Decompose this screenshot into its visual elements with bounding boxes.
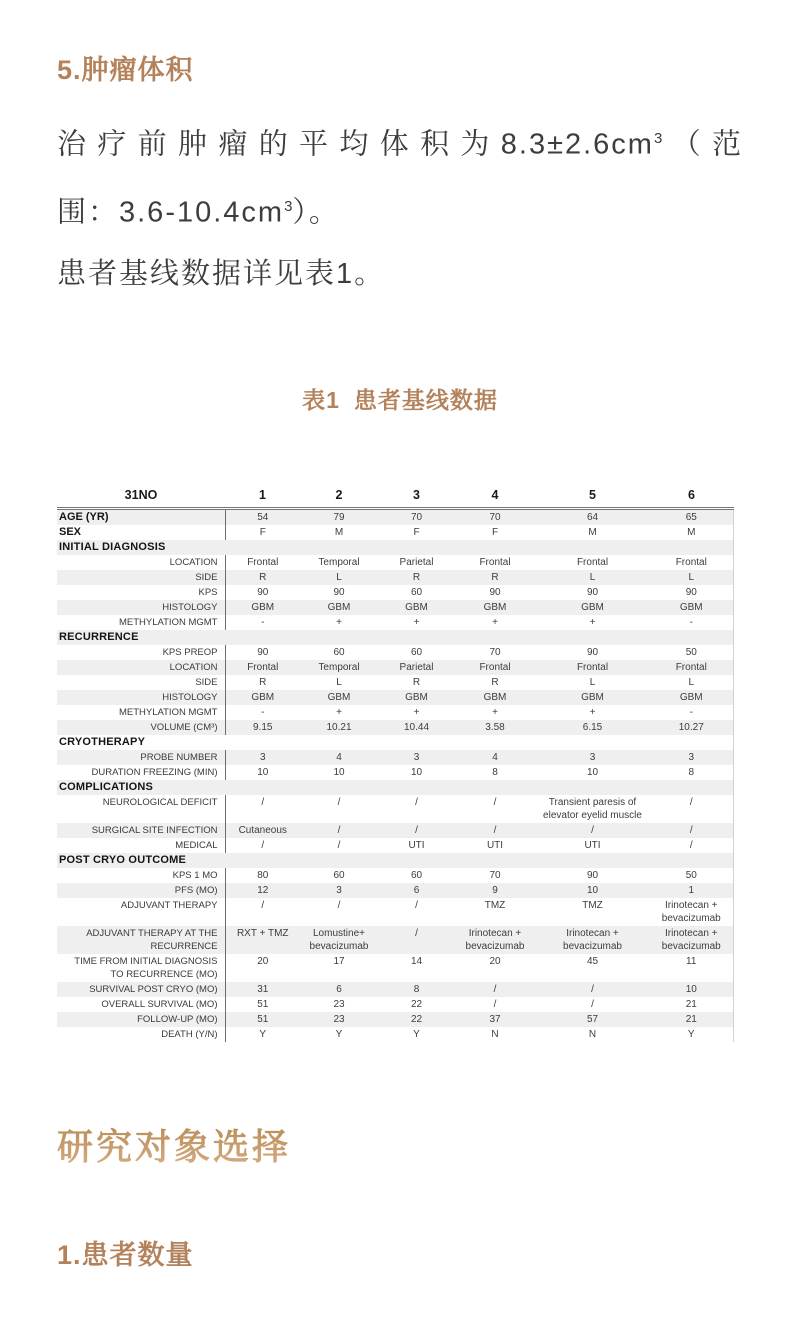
- cell-value: 54: [257, 512, 269, 524]
- cell-value: 11: [650, 954, 733, 982]
- cell-value: Parietal: [399, 557, 434, 569]
- row-label: SIDE: [57, 675, 225, 690]
- cell-value: /: [337, 825, 341, 837]
- cell-value: 23: [333, 1014, 345, 1026]
- cell-value: F: [491, 527, 499, 539]
- cell-value: /: [591, 999, 594, 1011]
- paragraph-text: 治疗前肿瘤的平均体积为8.3±2.6cm: [57, 128, 654, 161]
- row-label: KPS 1 MO: [57, 868, 225, 883]
- cell-value: N: [588, 1029, 597, 1041]
- cell-value: Frontal: [247, 557, 279, 569]
- table-caption-number: 表1: [302, 387, 340, 414]
- cell-value: Frontal: [479, 662, 511, 674]
- cell-value: 10: [586, 767, 599, 779]
- cell-value: /: [337, 840, 341, 852]
- cell-value: Irinotecan + bevacizumab: [650, 898, 733, 926]
- table-row: [57, 690, 733, 705]
- row-label: VOLUME (CM³): [57, 720, 225, 735]
- cell-value: Frontal: [576, 557, 609, 569]
- cell-value: R: [491, 572, 499, 584]
- cell-value: 64: [586, 512, 599, 524]
- cell-value: 50: [650, 645, 733, 660]
- table-row: [57, 795, 733, 823]
- cell-value: 90: [333, 587, 345, 599]
- cell-value: 21: [650, 1012, 733, 1027]
- paragraph-line-1: [57, 108, 743, 176]
- table-row: [57, 555, 733, 570]
- table-row: [57, 570, 733, 585]
- cell-value: Y: [259, 1029, 267, 1041]
- cell-value: 8: [650, 765, 733, 780]
- cell-value: M: [650, 525, 733, 540]
- row-label: ADJUVANT THERAPY AT THE RECURRENCE: [57, 926, 225, 954]
- cell-value: 3: [336, 885, 342, 897]
- paragraph-text: 围：3.6-10.4cm: [57, 196, 285, 229]
- table-row: [57, 600, 733, 615]
- cell-value: /: [337, 797, 341, 809]
- cell-value: 9: [492, 885, 498, 897]
- cell-value: 70: [410, 512, 423, 524]
- cell-value: Lomustine+ bevacizumab: [309, 928, 369, 953]
- row-label: MEDICAL: [57, 838, 225, 853]
- cell-value: /: [493, 999, 497, 1011]
- table-row: [57, 823, 733, 838]
- superscript: 3: [284, 197, 293, 215]
- cell-value: 6: [336, 984, 342, 996]
- cell-value: 60: [410, 870, 423, 882]
- cell-value: 22: [410, 999, 423, 1011]
- paragraph-text: （范: [662, 128, 743, 161]
- cell-value: L: [336, 572, 342, 584]
- table-row: [57, 926, 733, 954]
- table-row: [57, 540, 733, 555]
- section-heading-tumor-volume: 5.肿瘤体积: [57, 55, 194, 85]
- cell-value: /: [591, 825, 594, 837]
- cell-value: 70: [489, 512, 501, 524]
- section-row-label: POST CRYO OUTCOME: [57, 853, 733, 868]
- cell-value: 60: [410, 587, 423, 599]
- row-label: SEX: [57, 525, 225, 540]
- row-label: KPS: [57, 585, 225, 600]
- header-cell-patient: 2: [300, 486, 378, 509]
- cell-value: /: [415, 900, 418, 912]
- cell-value: 65: [650, 509, 733, 526]
- cell-value: Cutaneous: [238, 825, 287, 837]
- row-label: KPS PREOP: [57, 645, 225, 660]
- cell-value: 90: [586, 870, 599, 882]
- baseline-table-body: [57, 509, 733, 1043]
- cell-value: /: [415, 797, 418, 809]
- cell-value: Transient paresis of elevator eyelid muscle: [543, 797, 642, 822]
- section-title-study-subjects: 研究对象选择: [57, 1122, 291, 1172]
- row-label: SURGICAL SITE INFECTION: [57, 823, 225, 838]
- cell-value: -: [650, 705, 733, 720]
- row-label: PFS (MO): [57, 883, 225, 898]
- cell-value: GBM: [251, 602, 275, 614]
- cell-value: 3: [589, 752, 596, 764]
- header-cell-patient: 5: [535, 486, 650, 509]
- cell-value: +: [336, 707, 342, 719]
- cell-value: 4: [336, 752, 342, 764]
- cell-value: GBM: [327, 692, 351, 704]
- header-cell-label: 31NO: [57, 486, 225, 509]
- table-row: [57, 883, 733, 898]
- header-cell-patient: 1: [225, 486, 300, 509]
- cell-value: /: [415, 928, 418, 940]
- cell-value: 12: [257, 885, 269, 897]
- cell-value: 23: [333, 999, 345, 1011]
- row-label: TIME FROM INITIAL DIAGNOSIS TO RECURRENCE (MO): [57, 954, 225, 982]
- section-heading-patient-count: 1.患者数量: [57, 1240, 194, 1271]
- table-row: [57, 853, 733, 868]
- cell-value: 10.44: [403, 722, 430, 734]
- cell-value: 22: [410, 1014, 423, 1026]
- cell-value: 90: [257, 647, 269, 659]
- cell-value: GBM: [581, 692, 604, 704]
- cell-value: 4: [492, 752, 498, 764]
- cell-value: -: [261, 707, 265, 719]
- cell-value: 9.15: [253, 722, 273, 734]
- row-label: DURATION FREEZING (MIN): [57, 765, 225, 780]
- cell-value: 60: [410, 647, 423, 659]
- cell-value: M: [588, 527, 597, 539]
- cell-value: /: [261, 840, 265, 852]
- cell-value: L: [650, 570, 733, 585]
- big-heading-wrap: [57, 1042, 743, 1172]
- row-label: SIDE: [57, 570, 225, 585]
- row-label: HISTOLOGY: [57, 690, 225, 705]
- header-cell-patient: 4: [455, 486, 535, 509]
- table-row: [57, 868, 733, 883]
- cell-value: GBM: [581, 602, 604, 614]
- superscript: 3: [653, 130, 663, 147]
- table-row: [57, 525, 733, 540]
- cell-value: 3: [650, 750, 733, 765]
- cell-value: /: [591, 984, 594, 996]
- header-cell-patient: 3: [378, 486, 455, 509]
- cell-value: 57: [586, 1014, 599, 1026]
- cell-value: /: [493, 825, 497, 837]
- cell-value: Frontal: [479, 557, 511, 569]
- cell-value: 6: [413, 885, 420, 897]
- table-row: [57, 765, 733, 780]
- cell-value: 10: [257, 767, 269, 779]
- cell-value: 3: [413, 752, 420, 764]
- cell-value: /: [493, 797, 497, 809]
- cell-value: UTI: [408, 840, 425, 852]
- row-label: SURVIVAL POST CRYO (MO): [57, 982, 225, 997]
- paragraph-line-3: [57, 243, 743, 305]
- table-row: [57, 705, 733, 720]
- cell-value: /: [650, 823, 733, 838]
- cell-value: 10: [586, 885, 599, 897]
- table-row: [57, 954, 733, 982]
- cell-value: 90: [650, 585, 733, 600]
- section-row-label: RECURRENCE: [57, 630, 733, 645]
- cell-value: GBM: [650, 690, 733, 705]
- cell-value: 14: [410, 956, 423, 968]
- table-row: [57, 509, 733, 526]
- section-row-label: CRYOTHERAPY: [57, 735, 733, 750]
- table-row: [57, 982, 733, 997]
- cell-value: /: [415, 825, 418, 837]
- cell-value: 70: [489, 870, 501, 882]
- row-label: FOLLOW-UP (MO): [57, 1012, 225, 1027]
- cell-value: 1: [650, 883, 733, 898]
- cell-value: 6.15: [582, 722, 603, 734]
- cell-value: GBM: [405, 692, 428, 704]
- cell-value: 60: [333, 647, 345, 659]
- table-row: [57, 838, 733, 853]
- cell-value: Temporal: [318, 557, 360, 569]
- row-label: HISTOLOGY: [57, 600, 225, 615]
- cell-value: TMZ: [484, 900, 506, 912]
- table-row: [57, 735, 733, 750]
- cell-value: /: [337, 900, 341, 912]
- cell-value: Frontal: [650, 660, 733, 675]
- cell-value: -: [261, 617, 265, 629]
- cell-value: 90: [586, 587, 599, 599]
- cell-value: 10: [410, 767, 423, 779]
- row-label: DEATH (Y/N): [57, 1027, 225, 1042]
- cell-value: Parietal: [399, 662, 434, 674]
- paragraph-line-2: [57, 176, 743, 244]
- cell-value: GBM: [650, 600, 733, 615]
- table-row: [57, 585, 733, 600]
- cell-value: 51: [257, 999, 269, 1011]
- cell-value: Y: [413, 1029, 420, 1041]
- cell-value: 10: [333, 767, 345, 779]
- section-row-label: COMPLICATIONS: [57, 780, 733, 795]
- cell-value: /: [650, 838, 733, 853]
- cell-value: 3: [259, 752, 266, 764]
- table-row: [57, 720, 733, 735]
- cell-value: 31: [257, 984, 269, 996]
- table-row: [57, 1012, 733, 1027]
- cell-value: -: [650, 615, 733, 630]
- cell-value: 79: [333, 512, 345, 524]
- cell-value: 10: [650, 982, 733, 997]
- section-row-label: INITIAL DIAGNOSIS: [57, 540, 733, 555]
- baseline-table: [57, 486, 734, 1042]
- cell-value: R: [412, 677, 421, 689]
- row-label: PROBE NUMBER: [57, 750, 225, 765]
- table-caption: [57, 383, 743, 417]
- row-label: METHYLATION MGMT: [57, 615, 225, 630]
- row-label: LOCATION: [57, 555, 225, 570]
- intro-paragraphs: [57, 108, 743, 305]
- cell-value: 90: [489, 587, 501, 599]
- table-row: [57, 660, 733, 675]
- cell-value: TMZ: [582, 900, 603, 912]
- cell-value: +: [413, 617, 420, 629]
- table-row: [57, 1027, 733, 1042]
- table-header-row: [57, 486, 733, 509]
- row-label: LOCATION: [57, 660, 225, 675]
- cell-value: 8: [492, 767, 498, 779]
- cell-value: 10.27: [650, 720, 733, 735]
- cell-value: R: [491, 677, 499, 689]
- cell-value: /: [261, 797, 265, 809]
- cell-value: +: [492, 617, 498, 629]
- table-row: [57, 630, 733, 645]
- row-label: AGE (YR): [57, 509, 225, 526]
- cell-value: L: [336, 677, 342, 689]
- cell-value: Y: [335, 1029, 343, 1041]
- cell-value: +: [589, 617, 596, 629]
- cell-value: L: [650, 675, 733, 690]
- cell-value: 21: [650, 997, 733, 1012]
- cell-value: L: [589, 572, 596, 584]
- cell-value: +: [336, 617, 342, 629]
- cell-value: N: [491, 1029, 499, 1041]
- row-label: METHYLATION MGMT: [57, 705, 225, 720]
- cell-value: R: [259, 572, 267, 584]
- cell-value: Irinotecan + bevacizumab: [650, 926, 733, 954]
- cell-value: F: [413, 527, 420, 539]
- cell-value: /: [493, 984, 497, 996]
- cell-value: Frontal: [576, 662, 609, 674]
- cell-value: 17: [333, 956, 345, 968]
- table-row: [57, 675, 733, 690]
- cell-value: 8: [413, 984, 420, 996]
- cell-value: +: [413, 707, 420, 719]
- cell-value: 3.58: [485, 722, 505, 734]
- row-label: OVERALL SURVIVAL (MO): [57, 997, 225, 1012]
- cell-value: Frontal: [247, 662, 279, 674]
- paragraph-text: ）。: [292, 196, 340, 229]
- table-caption-text: 患者基线数据: [353, 387, 498, 414]
- row-label: ADJUVANT THERAPY: [57, 898, 225, 926]
- cell-value: GBM: [251, 692, 275, 704]
- table-row: [57, 750, 733, 765]
- cell-value: R: [259, 677, 267, 689]
- table-row: [57, 615, 733, 630]
- cell-value: Y: [650, 1027, 733, 1042]
- cell-value: F: [259, 527, 266, 539]
- cell-value: 90: [586, 647, 599, 659]
- cell-value: 60: [333, 870, 345, 882]
- cell-value: 20: [257, 956, 269, 968]
- cell-value: RXT + TMZ: [236, 928, 289, 940]
- cell-value: /: [261, 900, 265, 912]
- cell-value: 80: [257, 870, 269, 882]
- cell-value: 70: [489, 647, 501, 659]
- cell-value: 51: [257, 1014, 269, 1026]
- cell-value: 90: [257, 587, 269, 599]
- cell-value: 50: [650, 868, 733, 883]
- cell-value: Irinotecan + bevacizumab: [563, 928, 622, 953]
- cell-value: GBM: [405, 602, 428, 614]
- cell-value: 45: [586, 956, 599, 968]
- cell-value: GBM: [483, 692, 507, 704]
- cell-value: UTI: [486, 840, 504, 852]
- cell-value: Irinotecan + bevacizumab: [465, 928, 525, 953]
- cell-value: GBM: [483, 602, 507, 614]
- cell-value: 37: [489, 1014, 501, 1026]
- cell-value: +: [589, 707, 596, 719]
- table-row: [57, 898, 733, 926]
- table-row: [57, 645, 733, 660]
- cell-value: 20: [489, 956, 501, 968]
- cell-value: Temporal: [318, 662, 360, 674]
- paragraph-text: 患者基线数据详见表1。: [57, 258, 386, 291]
- cell-value: M: [334, 527, 344, 539]
- header-cell-patient: 6: [650, 486, 733, 509]
- cell-value: R: [412, 572, 421, 584]
- cell-value: +: [492, 707, 498, 719]
- baseline-table-container: [57, 486, 743, 1042]
- table-row: [57, 997, 733, 1012]
- cell-value: Frontal: [650, 555, 733, 570]
- table-row: [57, 780, 733, 795]
- cell-value: /: [650, 795, 733, 823]
- cell-value: L: [589, 677, 596, 689]
- cell-value: GBM: [327, 602, 351, 614]
- cell-value: 10.21: [326, 722, 352, 734]
- cell-value: UTI: [584, 840, 601, 852]
- row-label: NEUROLOGICAL DEFICIT: [57, 795, 225, 823]
